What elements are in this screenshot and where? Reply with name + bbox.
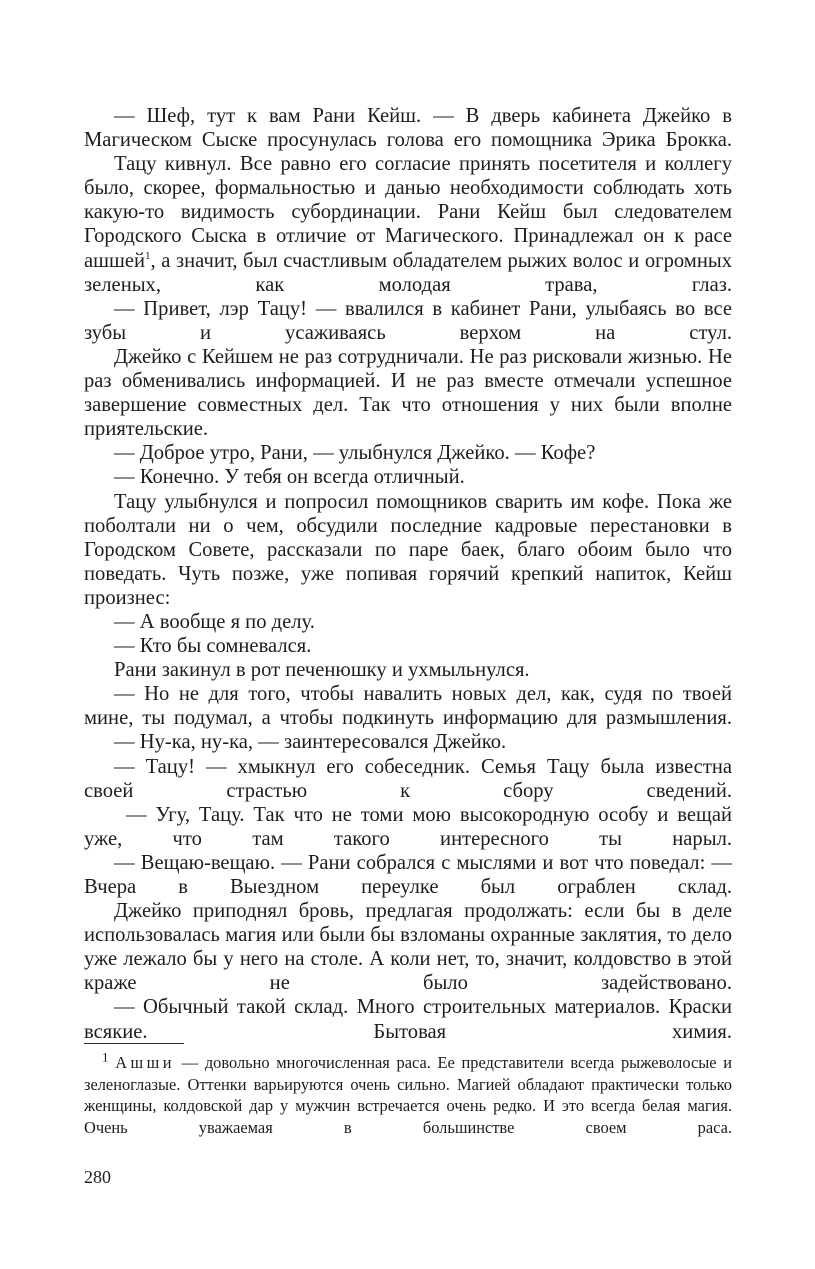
paragraph-6: — Конечно. У тебя он всегда отличный. bbox=[114, 466, 465, 489]
paragraph-1: — Шеф, тут к вам Рани Кейш. — В дверь кабинета Джейко в Магическом Сыске просунулась голова его помощника Эрика Брокка. bbox=[84, 105, 732, 152]
paragraph-13: — Тацу! — хмыкнул его собеседник. Семья Тацу была известна своей страстью к сбору сведений. bbox=[84, 755, 732, 802]
footnote-divider bbox=[84, 1043, 184, 1044]
paragraph-12: — Ну-ка, ну-ка, — заинтересовался Джейко. bbox=[114, 731, 507, 754]
paragraph-2-text-end: , а значит, был счастливым обладателем рыжих волос и огромных зеленых, как молодая трава, глаз. bbox=[84, 249, 732, 296]
paragraph-16: Джейко приподнял бровь, предлагая продолжать: если бы в деле использовалась магия или были бы взломаны охранные заклятия, то дело уже лежало бы у него на столе. А коли нет, то, значит, колдовство в этой краже не было задействовано. bbox=[84, 900, 732, 995]
paragraph-17: — Обычный такой склад. Много строительных материалов. Краски всякие. Бытовая химия. bbox=[84, 996, 732, 1043]
footnote-reference[interactable]: 1 bbox=[145, 249, 151, 262]
paragraph-7: Тацу улыбнулся и попросил помощников сварить им кофе. Пока же поболтали ни о чем, обсудили последние кадровые перестановки в Городском Совете, рассказали по паре баек, благо обоим было что поведать. Чуть позже, уже попивая горячий крепкий напиток, Кейш произнес: bbox=[84, 490, 732, 609]
paragraph-14: — Угу, Тацу. Так что не томи мою высокородную особу и вещай уже, что там такого интересного ты нарыл. bbox=[84, 803, 732, 850]
main-text bbox=[84, 104, 732, 1044]
paragraph-10: Рани закинул в рот печенюшку и ухмыльнулся. bbox=[114, 659, 530, 682]
footnote bbox=[84, 1049, 732, 1139]
paragraph-3: — Привет, лэр Тацу! — ввалился в кабинет Рани, улыбаясь во все зубы и усаживаясь верхом на стул. bbox=[84, 297, 732, 344]
paragraph-15: — Вещаю-вещаю. — Рани собрался с мыслями и вот что поведал: — Вчера в Выездном переулке был ограблен склад. bbox=[84, 851, 732, 898]
paragraph-4: Джейко с Кейшем не раз сотрудничали. Не раз рисковали жизнью. Не раз обменивались информацией. И не раз вместе отмечали успешное завершение совместных дел. Так что отношения у них были вполне приятельские. bbox=[84, 345, 732, 441]
footnote-body: — довольно многочисленная раса. Ее представители всегда рыжеволосые и зеленоглазые. Оттенки варьируются очень сильно. Магией обладают практически только женщины, колдовской дар у мужчин встречается очень редко. И это всегда белая магия. Очень уважаемая в большинстве своем раса. bbox=[84, 1053, 732, 1138]
paragraph-8: — А вообще я по делу. bbox=[114, 610, 315, 633]
footnote-text bbox=[84, 1049, 732, 1139]
paragraph-9: — Кто бы сомневался. bbox=[114, 635, 312, 658]
paragraph-2 bbox=[84, 152, 732, 297]
paragraph-2-text-start: Тацу кивнул. Все равно его согласие принять посетителя и коллегу было, скорее, формальностью и данью необходимости соблюдать хоть какую-то видимость субординации. Рани Кейш был следователем Городского Сыска в отличие от Магического. Принадлежал он к расе ашшей bbox=[84, 153, 732, 272]
footnote-term: Ашши bbox=[115, 1053, 176, 1072]
footnote-number: 1 bbox=[102, 1049, 109, 1065]
paragraph-5: — Доброе утро, Рани, — улыбнулся Джейко. — Кофе? bbox=[114, 442, 596, 465]
page-number: 280 bbox=[84, 1167, 111, 1187]
paragraph-11: — Но не для того, чтобы навалить новых дел, как, судя по твоей мине, ты подумал, а чтобы подкинуть информацию для размышления. bbox=[84, 683, 732, 730]
